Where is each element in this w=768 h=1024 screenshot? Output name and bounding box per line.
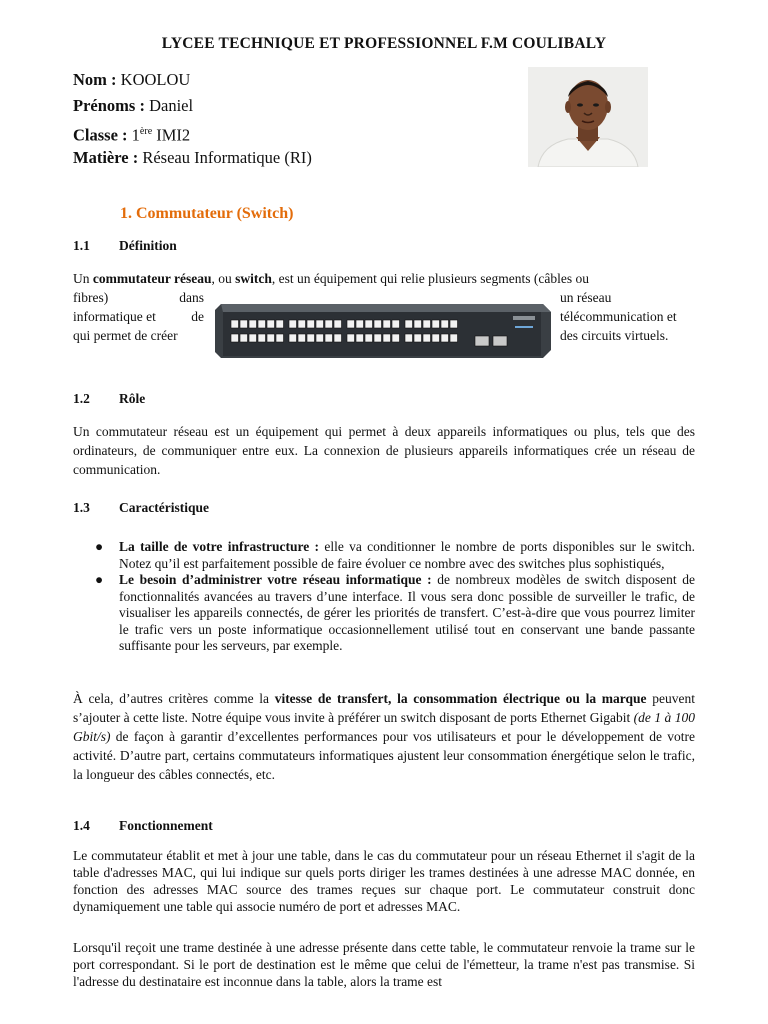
switch-port: [383, 334, 391, 342]
text: À cela, d’autres critères comme la: [73, 691, 275, 706]
section-title: Définition: [119, 238, 177, 253]
nom-line: [73, 67, 190, 93]
heading-commutateur: 1. Commutateur (Switch): [120, 205, 294, 222]
bold-term: commutateur réseau: [92, 271, 212, 286]
switch-port: [298, 320, 306, 328]
switch-port: [240, 334, 248, 342]
role-paragraph: Un commutateur réseau est un équipement qui permet à deux appareils informatiques ou plus, tels que des ordinateurs, de communiquer entre eux. La connexion de plusieurs appareils informatiques crée un réseau de communication.: [73, 424, 695, 477]
bullet-icon: ●: [95, 572, 104, 587]
matiere-label: Matière :: [73, 148, 139, 167]
definition-left-column: [73, 288, 204, 345]
switch-port: [249, 320, 257, 328]
text: dans: [179, 290, 204, 305]
switch-port: [374, 320, 382, 328]
switch-port: [276, 320, 284, 328]
switch-port: [325, 334, 333, 342]
text: , ou: [211, 271, 236, 286]
text: de nombreux modèles de switch disposent de fonctionnalités avancées au travers d’une interface. Il vous sera donc possible de surveiller le trafic, de visualiser les appareils connectés, de gérer les priorités de transfert. C’est-à-dire que vous pourrez limiter le trafic vers un poste informatique occasionnellement utilisé tout en conservant une bande passante suffisante pour les serveurs, par exemple.: [119, 572, 696, 653]
classe-number: 1: [131, 125, 140, 145]
list-item: [73, 539, 695, 572]
section-title: Fonctionnement: [119, 818, 213, 833]
text: Un: [73, 271, 93, 286]
text: peuvent s’ajouter à cette liste. Notre équipe vous invite à préférer un switch disposant de ports Ethernet Gigabit: [73, 691, 695, 725]
switch-port: [405, 320, 413, 328]
switch-port: [249, 334, 257, 342]
switch-port: [298, 334, 306, 342]
switch-port: [392, 334, 400, 342]
text: elle va conditionner le nombre de ports disponibles sur le switch. Notez qu’il est parfaitement possible de faire évoluer ce nombre avec des switches plus sophistiqués,: [119, 539, 695, 571]
switch-port: [365, 334, 373, 342]
characteristics-list: [73, 539, 695, 655]
switch-port: [316, 320, 324, 328]
classe-superscript: ère: [139, 126, 153, 137]
switch-port: [432, 334, 440, 342]
switch-port: [414, 334, 422, 342]
fonctionnement-paragraph-1: Le commutateur établit et met à jour une table, dans le cas du commutateur pour un réseau Ethernet il s'agit de la table d'adresses MAC, qui lui indique sur quels ports diriger les trames destinées à une adresse MAC donnée, en fonction des adresses MAC source des trames reçues sur chaque port. Le commutateur construit donc dynamiquement une table qui associe numéro de port et adresses MAC.: [73, 848, 695, 914]
switch-port: [289, 320, 297, 328]
switch-port: [414, 320, 422, 328]
switch-port: [450, 334, 458, 342]
switch-port: [441, 320, 449, 328]
text: de façon à garantir d’excellentes performances pour vos utilisateurs et pour le développement de votre activité. D’autre part, certains commutateurs informatiques ajustent leur consommation énergétique selon le trafic, la longueur des câbles connectés, etc.: [73, 729, 695, 782]
switch-port: [423, 320, 431, 328]
switch-port: [392, 320, 400, 328]
section-1-1-heading: [73, 238, 177, 254]
prenoms-line: [73, 93, 193, 119]
switch-port: [334, 334, 342, 342]
classe-label: Classe :: [73, 125, 128, 145]
def-left-row: [73, 288, 204, 307]
definition-line-1: [73, 269, 695, 288]
switch-port: [450, 320, 458, 328]
switch-port: [240, 320, 248, 328]
switch-port: [441, 334, 449, 342]
switch-port: [289, 334, 297, 342]
switch-port: [258, 320, 266, 328]
switch-port: [307, 334, 315, 342]
matiere-value: Réseau Informatique (RI): [142, 148, 312, 167]
text: télécommunication et: [560, 309, 677, 324]
bullet-icon: ●: [95, 539, 104, 554]
criteria-paragraph: [73, 689, 695, 784]
bold-term: La taille de votre infrastructure :: [119, 539, 320, 554]
switch-port: [423, 334, 431, 342]
matiere-line: [73, 145, 312, 171]
switch-port: [316, 334, 324, 342]
section-number: 1.2: [73, 391, 90, 406]
def-left-row: [73, 307, 204, 326]
school-title: LYCEE TECHNIQUE ET PROFESSIONNEL F.M COULIBALY: [161, 35, 607, 52]
switch-port: [231, 334, 239, 342]
list-item: [73, 572, 695, 655]
section-1-4-heading: [73, 818, 213, 834]
switch-port: [405, 334, 413, 342]
def-right-row: [560, 307, 695, 326]
bold-term: switch: [235, 271, 272, 286]
section-1-2-heading: [73, 391, 145, 407]
text: un réseau: [560, 290, 612, 305]
fonctionnement-paragraph-2: Lorsqu'il reçoit une trame destinée à une adresse présente dans cette table, le commutateur renvoie la trame sur le port correspondant. Si le port de destination est le même que celui de l'émetteur, la trame n'est pas transmise. Si l'adresse du destinataire est inconnue dans la table, alors la trame est: [73, 940, 695, 989]
text: fibres): [73, 290, 109, 305]
switch-port: [432, 320, 440, 328]
prenoms-value: Daniel: [149, 96, 194, 115]
italic-term: (de 1 à 100 Gbit/s): [73, 710, 696, 744]
section-title: Rôle: [119, 391, 146, 406]
nom-label: Nom :: [73, 70, 117, 89]
switch-port: [258, 334, 266, 342]
switch-port: [347, 320, 355, 328]
prenoms-label: Prénoms :: [73, 96, 145, 115]
switch-port: [374, 334, 382, 342]
section-1-3-heading: [73, 500, 209, 516]
nom-value: KOOLOU: [120, 70, 191, 89]
text: de: [191, 309, 204, 324]
switch-port: [276, 334, 284, 342]
section-number: 1.3: [73, 500, 90, 515]
switch-port: [347, 334, 355, 342]
def-left-row: [73, 326, 204, 345]
switch-port: [307, 320, 315, 328]
text: , est un équipement qui relie plusieurs segments (câbles ou: [271, 271, 590, 286]
text: qui permet de créer: [73, 328, 178, 343]
switch-port: [334, 320, 342, 328]
switch-port: [356, 334, 364, 342]
section-number: 1.4: [73, 818, 90, 833]
bold-term: Le besoin d’administrer votre réseau informatique :: [119, 572, 432, 587]
section-title: Caractéristique: [119, 500, 209, 515]
text: des circuits virtuels.: [560, 328, 669, 343]
section-number: 1.1: [73, 238, 90, 253]
switch-port: [325, 320, 333, 328]
text: informatique et: [73, 309, 156, 324]
switch-port: [356, 320, 364, 328]
switch-port: [267, 334, 275, 342]
network-switch-image: [213, 296, 553, 362]
switch-port: [365, 320, 373, 328]
definition-right-column: [560, 288, 695, 345]
switch-port: [267, 320, 275, 328]
switch-port: [383, 320, 391, 328]
classe-value: IMI2: [156, 125, 191, 145]
student-photo: [528, 67, 648, 167]
bold-term: vitesse de transfert, la consommation électrique ou la marque: [274, 691, 647, 706]
switch-port: [231, 320, 239, 328]
